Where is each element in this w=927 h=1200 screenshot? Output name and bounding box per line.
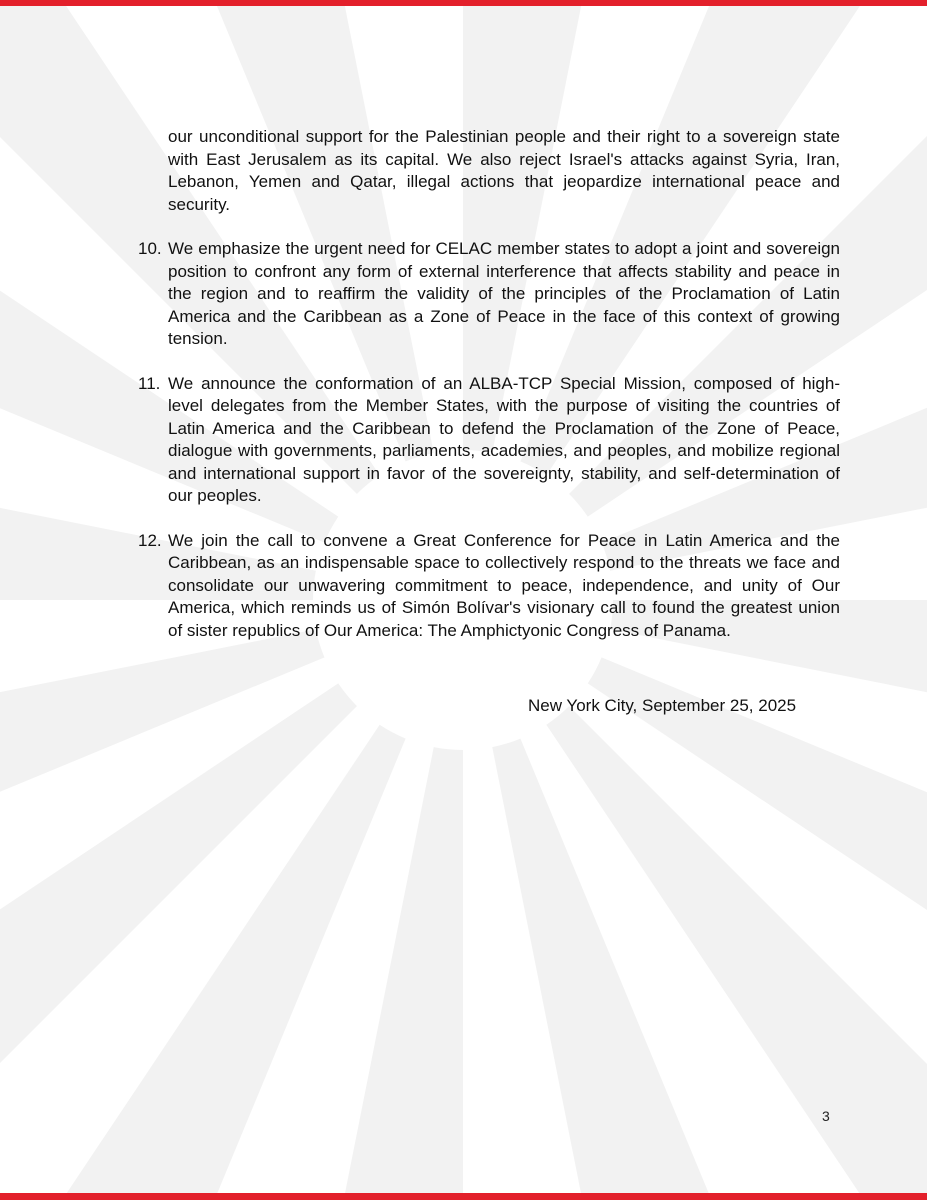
paragraph-number: 12. — [138, 530, 162, 550]
place-and-date: New York City, September 25, 2025 — [528, 696, 797, 715]
paragraph-11 — [138, 373, 840, 508]
paragraph-number: 11. — [138, 373, 161, 393]
paragraph-text: We announce the conformation of an ALBA-TCP Special Mission, composed of high-level delegates from the Member States, with the purpose of visiting the countries of Latin America and the Caribbean to defend the Proclamation of the Zone of Peace, dialogue with governments, parliaments, academies, and peoples, and mobilize regional and international support in favor of the sovereignty, stability, and self-determination of our peoples. — [168, 373, 840, 505]
paragraph-12 — [138, 530, 840, 643]
continuation-text: our unconditional support for the Palestinian people and their right to a sovereign state with East Jerusalem as its capital. We also reject Israel's attacks against Syria, Iran, Lebanon, Yemen and Qatar, illegal actions that jeopardize international peace and security. — [168, 127, 840, 214]
top-accent-bar — [0, 0, 927, 6]
paragraph-text: We emphasize the urgent need for CELAC member states to adopt a joint and sovereign position to confront any form of external interference that affects stability and peace in the region and to reaffirm the validity of the principles of the Proclamation of Latin America and the Caribbean as a Zone of Peace in the face of this context of growing tension. — [168, 239, 840, 348]
paragraph-10 — [138, 238, 840, 351]
document-body — [138, 126, 840, 664]
bottom-accent-bar — [0, 1193, 927, 1200]
continuation-paragraph — [138, 126, 840, 216]
paragraph-number: 10. — [138, 239, 162, 258]
page-number: 3 — [822, 1108, 830, 1124]
paragraph-text: We join the call to convene a Great Conference for Peace in Latin America and the Caribbean, as an indispensable space to collectively respond to the threats we face and consolidate our unwavering commitment to peace, independence, and unity of Our America, which reminds us of Simón Bolívar's visionary call to found the greatest union of sister republics of Our America: The Amphictyonic Congress of Panama. — [168, 530, 840, 640]
